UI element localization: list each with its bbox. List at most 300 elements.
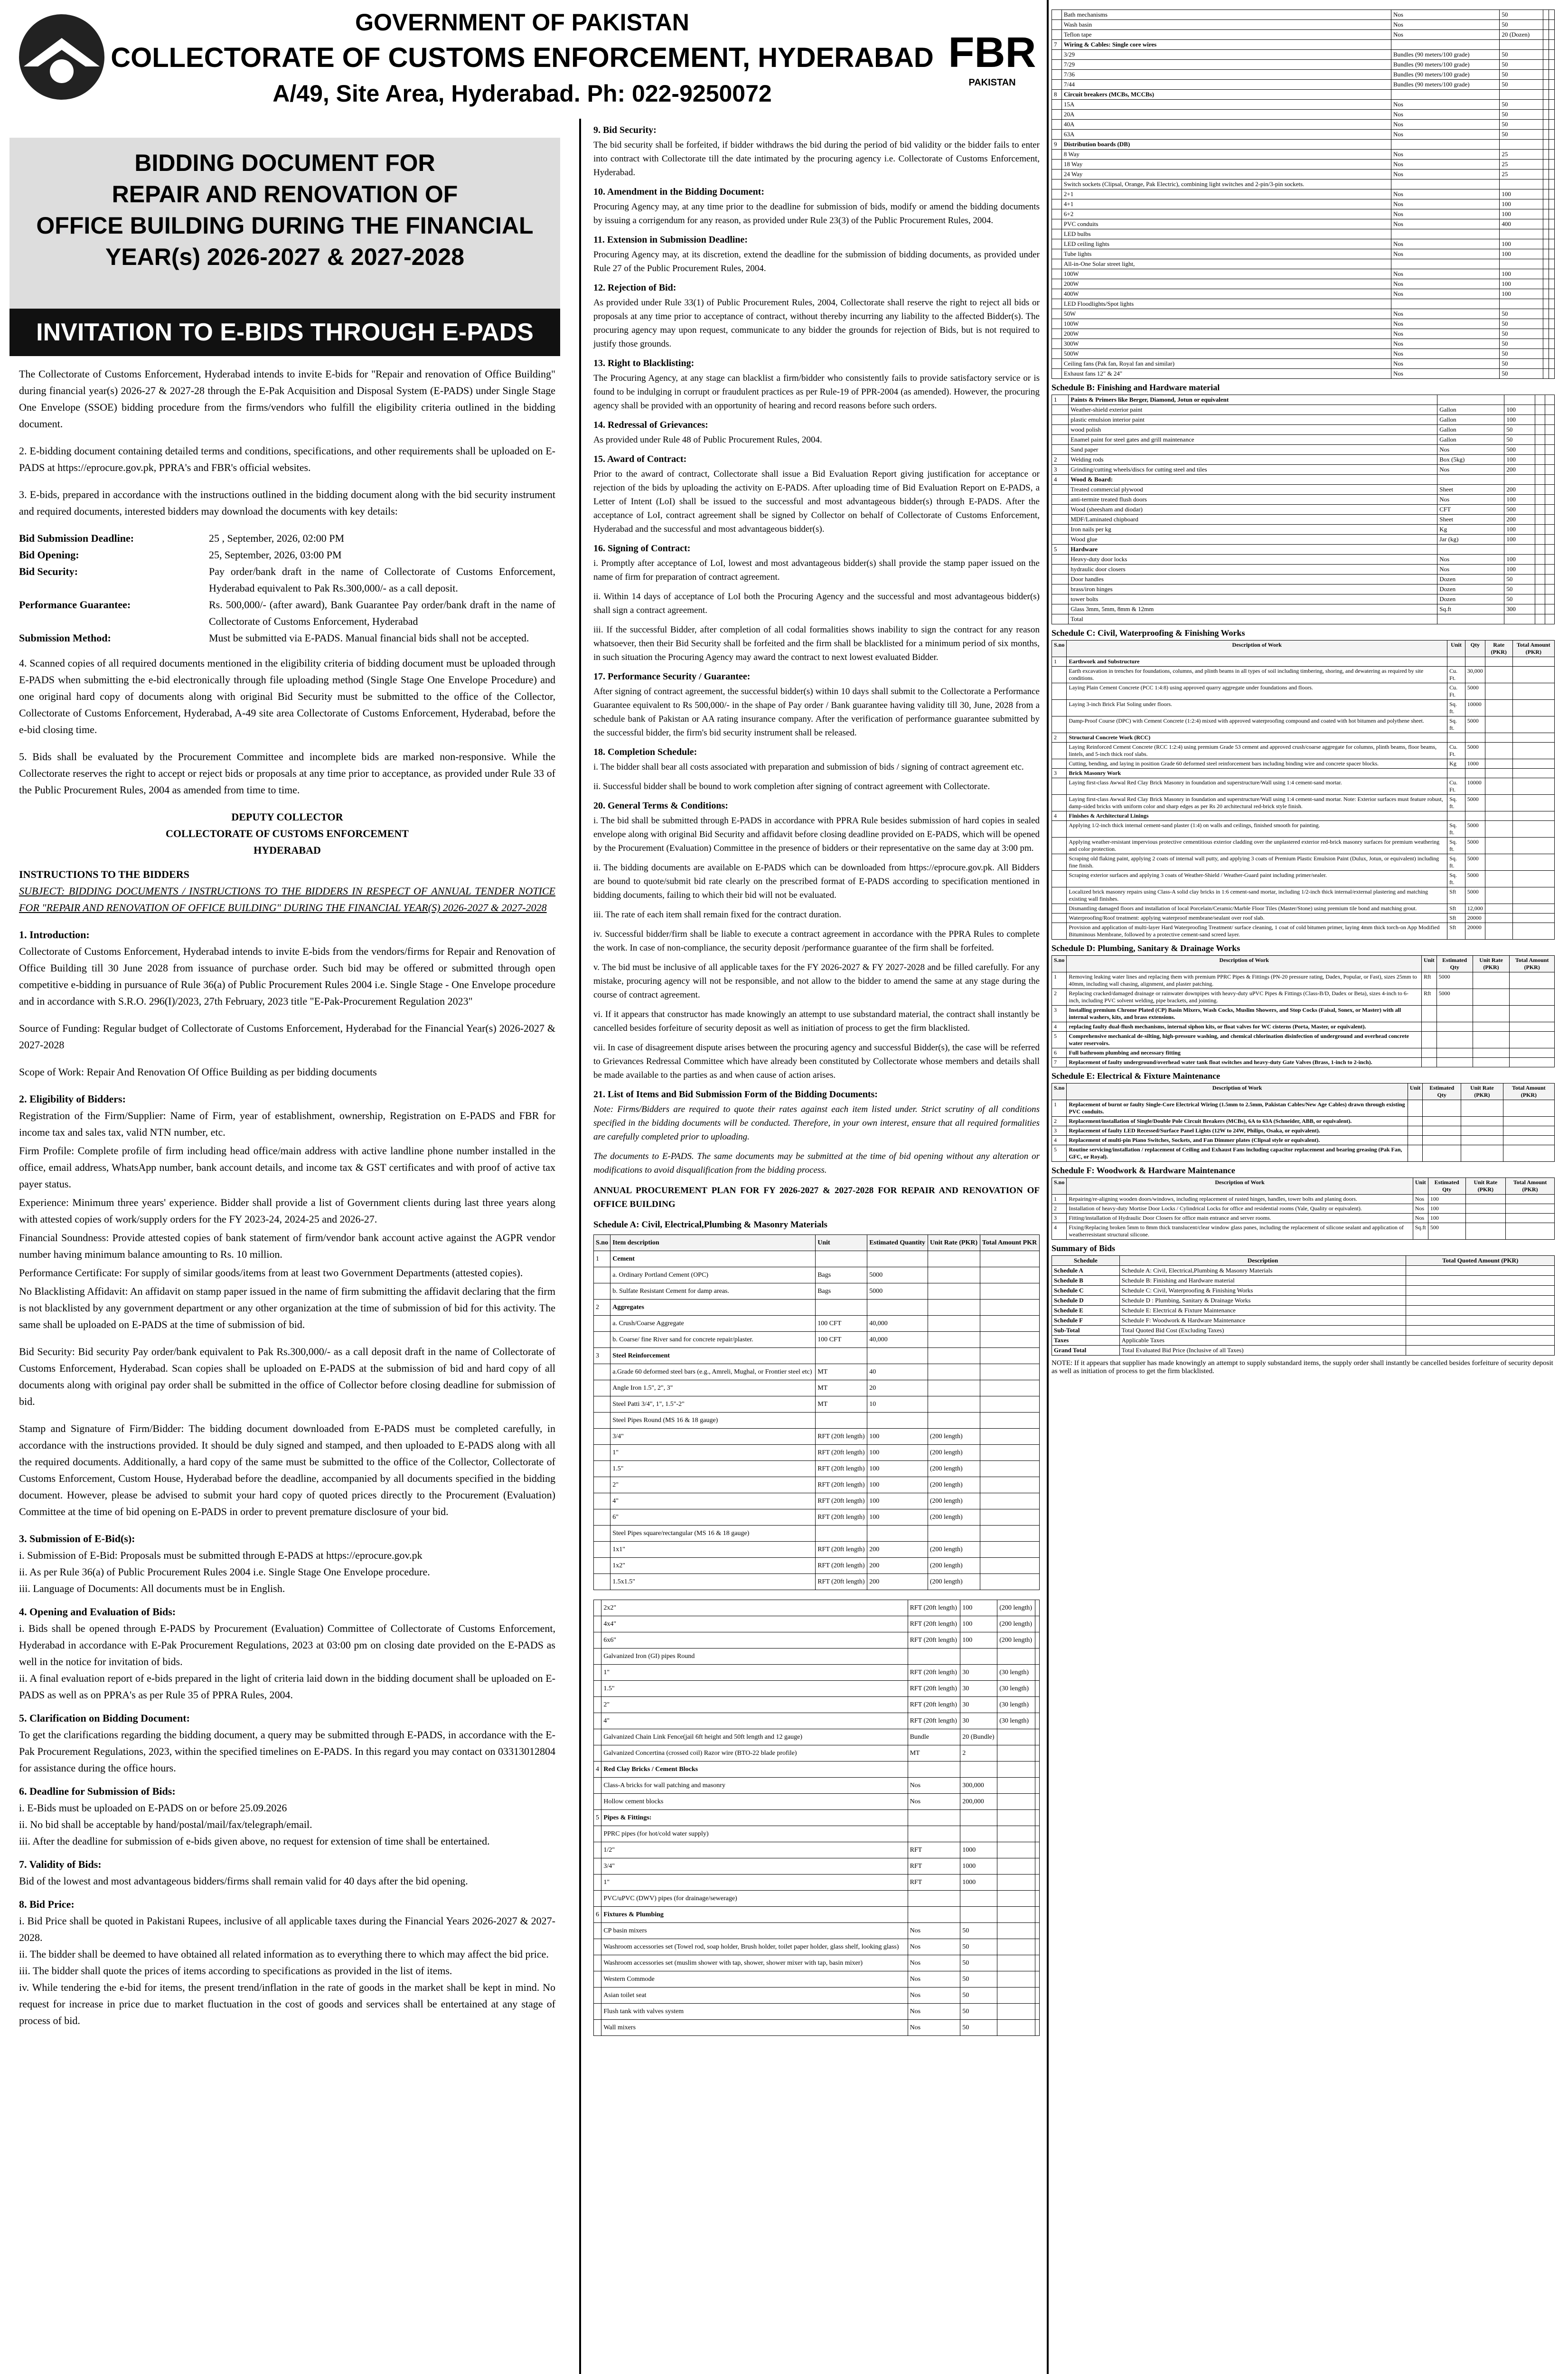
table-cell [1549,90,1554,100]
table-cell [1535,395,1545,405]
table-cell [1035,1649,1039,1665]
table-cell: 63A [1061,130,1391,140]
table-row [1052,1336,1555,1346]
table-cell: 25 [1500,160,1543,170]
column-header: S.no [594,1235,610,1251]
table-cell [1543,160,1549,170]
table-row [1052,150,1555,160]
table-cell [1473,1058,1510,1067]
table-row [1052,575,1555,584]
table-cell [867,1251,928,1267]
table-cell: 50 [1504,594,1535,604]
table-cell [980,1558,1039,1574]
table-cell: Nos [1391,110,1499,120]
table-cell: 3 [1052,465,1069,475]
section-heading: 2. Eligibility of Bidders: [19,1093,126,1105]
table-cell [1447,733,1465,743]
column-header: Unit Rate (PKR) [1473,956,1510,972]
column-header: Estimated Qty [1437,956,1473,972]
table-cell: Galvanized Chain Link Fence(jail 6ft height and 50ft length and 12 gauge) [601,1729,908,1745]
table-cell [1506,1195,1555,1204]
table-row [1052,871,1555,887]
table-cell: Replacement of faulty LED Recessed/Surface Panel Lights (12W to 24W, Philips, Osaka, or equivalent). [1067,1126,1408,1136]
table-cell: 50 [1500,359,1543,369]
table-cell [1052,914,1067,923]
table-cell [1406,1296,1555,1306]
table-row [1052,10,1555,20]
table-cell: brass/iron hinges [1069,584,1437,594]
table-cell [594,1697,601,1713]
table-cell: Nos [1391,170,1499,179]
table-body [1052,1266,1555,1356]
table-cell: 5000 [1465,838,1485,854]
table-cell [1035,1745,1039,1762]
table-cell: tower bolts [1069,594,1437,604]
table-cell: 1000 [1465,759,1485,769]
table-cell [1504,545,1535,555]
table-cell [997,1762,1035,1778]
table-row [594,1713,1040,1729]
table-cell [1512,811,1554,821]
table-row [594,1600,1040,1616]
table-row [594,1509,1040,1526]
table-cell: 100 [1500,209,1543,219]
table-cell [1422,1058,1437,1067]
table-cell [1510,1032,1555,1048]
table-cell [997,1858,1035,1875]
column-header: S.no [1052,956,1067,972]
table-cell [1465,769,1485,778]
table-cell [1465,657,1485,667]
table-cell [1035,1810,1039,1826]
table-cell [594,1955,601,1971]
table-cell [594,1493,610,1509]
table-cell: PVC conduits [1061,219,1391,229]
table-cell [980,1380,1039,1396]
table-cell: Rft [1422,989,1437,1006]
table-cell: 100 [867,1461,928,1477]
table-cell: Steel Pipes square/rectangular (MS 16 & 18 gauge) [610,1526,816,1542]
table-cell [997,1649,1035,1665]
table-cell [997,2004,1035,2020]
table-cell [1052,495,1069,505]
signature-title: DEPUTY COLLECTOR [231,811,343,823]
table-cell: (30 length) [997,1665,1035,1681]
table-cell: 4 [1052,1223,1067,1240]
key-value: Must be submitted via E-PADS. Manual financial bids shall not be accepted. [209,632,529,644]
table-cell: 200 [1504,485,1535,495]
table-cell: 100 [1500,249,1543,259]
section-heading: 10. Amendment in the Bidding Document: [593,187,765,197]
table-row [594,2004,1040,2020]
table-cell: Schedule C [1052,1286,1120,1296]
table-row [594,1858,1040,1875]
table-cell: 100 [1504,535,1535,545]
table-cell: Nos [1391,199,1499,209]
column-header: Unit [1408,1083,1423,1100]
table-cell [1535,535,1545,545]
table-cell [1543,130,1549,140]
table-cell: Sq. ft. [1447,838,1465,854]
table-cell [1545,594,1555,604]
table-cell [1503,1117,1554,1126]
table-cell [1512,795,1554,811]
table-cell [1543,90,1549,100]
table-cell: Nos [908,1955,960,1971]
table-cell: 100 CFT [816,1316,867,1332]
table-cell [928,1267,980,1283]
table-cell: Routine servicing/installation / replacement of Ceiling and Exhaust Fans including capacitor replacement and bearing greasing (Pak Fan, GFC, or Royal). [1067,1145,1408,1162]
table-cell: 5000 [1465,821,1485,838]
column-header: Schedule [1052,1256,1120,1266]
table-cell [1485,716,1512,733]
table-cell: 1x2" [610,1558,816,1574]
table-cell [980,1316,1039,1332]
table-cell [980,1396,1039,1413]
table-cell: Nos [908,1794,960,1810]
header-government: GOVERNMENT OF PAKISTAN [355,9,689,36]
table-cell [1545,395,1555,405]
table-cell: Applicable Taxes [1119,1336,1406,1346]
table-cell: Weather-shield exterior paint [1069,405,1437,415]
table-cell: 50 [1500,60,1543,70]
table-cell [1035,1778,1039,1794]
table-cell [1512,759,1554,769]
table-header-row [1052,956,1555,972]
table-cell: Nos [1413,1204,1428,1214]
list-item: i. Submission of E-Bid: Proposals must be submitted through E-PADS at https://eprocure.gov.pk [19,1549,423,1561]
table-cell [1549,269,1554,279]
table-cell: 1x1" [610,1542,816,1558]
table-cell [594,1616,601,1632]
table-cell: RFT [908,1842,960,1858]
table-cell: Applying weather-resistant impervious protective cementitious exterior cladding over the unplastered exterior red-brick masonry surfaces for premium weathering and color protection. [1067,838,1447,854]
table-cell [980,1413,1039,1429]
table-cell [1052,229,1062,239]
table-cell [1052,70,1062,80]
table-cell [594,1891,601,1907]
table-row [594,1794,1040,1810]
schedule-c-table [1052,640,1555,940]
paragraph: Procuring Agency may, at its discretion, extend the deadline for the submission of bidding documents, as provided under Rule 27 of the Public Procurement Rules, 2004. [593,250,1040,273]
column-header: Estimated Quantity [867,1235,928,1251]
table-cell [1543,319,1549,329]
table-cell: Nos [1391,249,1499,259]
table-cell [928,1316,980,1332]
table-row [1052,1326,1555,1336]
table-cell: Western Commode [601,1971,908,1988]
table-body [594,1251,1040,1590]
table-row [594,1842,1040,1858]
title-line: YEAR(s) 2026-2027 & 2027-2028 [105,244,465,270]
table-row [1052,299,1555,309]
table-cell [1485,811,1512,821]
table-cell: Laying Plain Cement Concrete (PCC 1:4:8) using approved quarry aggregate under foundations and floors. [1067,683,1447,700]
table-cell [1485,743,1512,759]
table-cell [980,1509,1039,1526]
table-cell [1465,811,1485,821]
table-cell [1052,904,1067,914]
table-cell [1035,1713,1039,1729]
table-row [594,1429,1040,1445]
table-cell [1485,914,1512,923]
table-cell [1437,614,1504,624]
table-cell: 50 [1500,319,1543,329]
table-row [594,1332,1040,1348]
table-cell [1512,743,1554,759]
table-cell: b. Coarse/ fine River sand for concrete repair/plaster. [610,1332,816,1348]
paragraph: After signing of contract agreement, the successful bidder(s) within 10 days shall submit to the Collectorate a Performance Guarantee equivalent to Rs 500,000/- in the shape of Pay order / Bank guarantee having validity till 30, June, 2028 from a schedule bank of Pakistan or AA rating insurance company. After the verification of performance guarantee submitted by the successful bidder, the firm's bid security instrument shall be released. [593,687,1040,738]
table-cell: 9 [1052,140,1062,150]
table-cell [980,1429,1039,1445]
table-cell [1473,1032,1510,1048]
table-cell [1543,269,1549,279]
paragraph: 5. Bids shall be evaluated by the Procurement Committee and incomplete bids are marked non-responsive. While the Collectorate reserves the right to accept or reject bids or proposals at any time prior to acceptance, as provided under Rule 33 of the Public Procurement Rules, 2004 as amended from time to time. [19,751,555,796]
table-cell: 30,000 [1465,667,1485,683]
table-cell: Red Clay Bricks / Cement Blocks [601,1762,908,1778]
table-row [1052,339,1555,349]
section-heading: 14. Redressal of Grievances: [593,420,708,430]
table-row [594,1988,1040,2004]
table-cell [1406,1266,1555,1276]
table-cell: 5 [594,1810,601,1826]
table-cell: RFT (20ft length) [908,1632,960,1649]
table-cell: 18 Way [1061,160,1391,170]
table-cell [1052,923,1067,940]
table-cell: 300W [1061,339,1391,349]
list-item: iii. The rate of each item shall remain fixed for the contract duration. [593,910,841,920]
table-cell [980,1445,1039,1461]
table-cell [928,1526,980,1542]
list-item: i. E-Bids must be uploaded on E-PADS on or before 25.09.2026 [19,1802,287,1814]
key-value: 25 , September, 2026, 02:00 PM [209,532,345,544]
table-cell [1512,716,1554,733]
table-cell [980,1364,1039,1380]
table-cell [1485,657,1512,667]
table-cell: 300 [1504,604,1535,614]
table-cell: Ceiling fans (Pak fan, Royal fan and similar) [1061,359,1391,369]
table-cell [1549,239,1554,249]
table-cell: 5000 [1465,683,1485,700]
table-body [1052,395,1555,624]
table-cell [1052,120,1062,130]
key-label: Bid Submission Deadline: [19,532,134,544]
table-cell [1545,584,1555,594]
table-cell: Nos [1391,160,1499,170]
column-header: Unit Rate (PKR) [1465,1178,1505,1195]
table-cell: Replacing cracked/damaged drainage or rainwater downpipes with heavy-duty uPVC Pipes & Fittings (Class-B/D, Dadex or Beta), sizes 4-inch to 6-inch, including PVC solvent welding, pipe brackets, and jointing. [1067,989,1422,1006]
table-cell: 7/36 [1061,70,1391,80]
table-row [1052,179,1555,189]
table-cell [1406,1316,1555,1326]
table-cell [1423,1126,1461,1136]
table-cell: 50 [1500,100,1543,110]
table-cell: (200 length) [928,1509,980,1526]
table-row [1052,130,1555,140]
table-cell: 100 [1504,495,1535,505]
table-cell [1543,189,1549,199]
table-cell [1549,319,1554,329]
table-row [1052,769,1555,778]
table-cell: 50 [1500,349,1543,359]
column-header: Description of Work [1067,956,1422,972]
table-cell: (200 length) [928,1461,980,1477]
table-cell [1512,871,1554,887]
table-cell: 100 [1428,1195,1465,1204]
table-cell: (200 length) [997,1616,1035,1632]
column-header: Estimated Qty [1423,1083,1461,1100]
table-cell [997,1745,1035,1762]
table-cell: replacing faulty dual-flush mechanisms, internal siphon kits, or float valves for WC cisterns (Porta, Master, or equivalent). [1067,1022,1422,1032]
table-cell: Nos [1391,309,1499,319]
table-row [1052,309,1555,319]
table-cell [594,1574,610,1590]
fbr-logo-sub: PAKISTAN [968,77,1016,88]
table-cell [1549,189,1554,199]
table-cell: 500W [1061,349,1391,359]
table-cell: 4 [1052,1136,1067,1145]
table-cell: 4 [1052,811,1067,821]
table-cell [1549,70,1554,80]
table-row [594,2020,1040,2036]
table-row [594,1665,1040,1681]
column-header: S.no [1052,641,1067,657]
table-cell [1510,1022,1555,1032]
table-cell: Class-A bricks for wall patching and masonry [601,1778,908,1794]
table-cell: 10000 [1465,700,1485,716]
column-header: Description of Work [1067,1178,1413,1195]
table-cell: Sand paper [1069,445,1437,455]
table-cell: Flush tank with valves system [601,2004,908,2020]
table-cell: 1000 [960,1875,997,1891]
table-cell: 20 (Bundle) [960,1729,997,1745]
table-cell: RFT (20ft length) [908,1665,960,1681]
table-cell [594,1526,610,1542]
list-item: iii. The bidder shall quote the prices of items according to specifications as provided in the list of items. [19,1965,452,1977]
table-cell: (30 length) [997,1681,1035,1697]
table-cell: Nos [1391,269,1499,279]
table-cell: (200 length) [928,1493,980,1509]
table-cell [1052,110,1062,120]
table-cell: 2x2" [601,1600,908,1616]
table-cell: Welding rods [1069,455,1437,465]
table-cell: Steel Patti 3/4", 1", 1.5"-2" [610,1396,816,1413]
table-cell: wood polish [1069,425,1437,435]
table-row [1052,594,1555,604]
table-cell [1543,229,1549,239]
table-cell: 5000 [1465,795,1485,811]
table-cell [1052,778,1067,795]
table-cell: Hardware [1069,545,1437,555]
table-row [1052,584,1555,594]
table-cell: 30 [960,1713,997,1729]
table-cell [1549,199,1554,209]
schedule-b-table [1052,395,1555,624]
table-row [1052,110,1555,120]
schedule-a-table [593,1234,1040,1590]
paragraph: As provided under Rule 48 of Public Procurement Rules, 2004. [593,435,822,445]
table-cell [960,1810,997,1826]
table-cell [997,1778,1035,1794]
table-cell [594,2020,601,2036]
table-cell [980,1493,1039,1509]
table-cell: 2 [1052,1117,1067,1126]
table-cell [1500,299,1543,309]
table-cell: 20A [1061,110,1391,120]
table-cell: Sq. ft. [1447,700,1465,716]
table-cell: Dismantling damaged floors and installation of local Porcelain/Ceramic/Marble Floor Tiles (Master/Stone) using premium tile bond and matching grout. [1067,904,1447,914]
table-cell [1447,657,1465,667]
table-cell [1485,838,1512,854]
table-cell: 7 [1052,1058,1067,1067]
table-cell [997,1810,1035,1826]
list-item: ii. A final evaluation report of e-bids prepared in the light of criteria laid down in the bidding document shall be uploaded on E-PADS as well as on PPRA's as per Rule 35 of PPRA Rules, 2004. [19,1672,555,1701]
table-cell [1473,989,1510,1006]
table-row [1052,1223,1555,1240]
table-cell: Glass 3mm, 5mm, 8mm & 12mm [1069,604,1437,614]
paragraph: The bid security shall be forfeited, if bidder withdraws the bid during the period of bid validity or the bidder fails to enter into contract with Collectorate till the date intimated by the procuring agency i.e. Collectorate of Customs Enforcement, Hyderabad. [593,140,1040,178]
table-row [1052,395,1555,405]
table-row [594,1461,1040,1477]
table-cell [1535,545,1545,555]
table-row [594,1493,1040,1509]
table-cell: Cutting, bending, and laying in position Grade 60 deformed steel reinforcement bars including binding wire and concrete spacer blocks. [1067,759,1447,769]
table-cell: Asian toilet seat [601,1988,908,2004]
table-cell [1035,1988,1039,2004]
table-cell [1052,239,1062,249]
table-row [1052,535,1555,545]
table-cell [594,1665,601,1681]
table-cell [1535,465,1545,475]
table-cell [960,1907,997,1923]
table-row [1052,60,1555,70]
table-cell [1035,1762,1039,1778]
table-cell: Nos [1391,30,1499,40]
table-cell: 5000 [1465,716,1485,733]
column-header: S.no [1052,1083,1067,1100]
table-cell: Nos [1391,209,1499,219]
table-row [1052,120,1555,130]
list-item: iv. Successful bidder/firm shall be liable to execute a contract agreement in accordance with the PPRA Rules to complete the work. In case of non-compliance, the security deposit /performance guarantee of the firm shall be forfeited. [593,929,1040,953]
table-cell [1408,1117,1423,1126]
table-cell: Sft [1447,904,1465,914]
table-cell [1437,1022,1473,1032]
table-row [1052,40,1555,50]
table-cell [1543,60,1549,70]
table-cell [1535,475,1545,485]
table-cell [960,1826,997,1842]
table-cell [1406,1326,1555,1336]
table-cell [1485,667,1512,683]
column-1 [19,366,555,2029]
section-heading: 8. Bid Price: [19,1898,75,1910]
column-3 [1052,9,1555,1375]
table-cell: Sq.ft [1437,604,1504,614]
instructions-title: INSTRUCTIONS TO THE BIDDERS [19,868,189,880]
table-cell [1543,50,1549,60]
table-cell [980,1477,1039,1493]
table-cell: 12,000 [1465,904,1485,914]
table-cell [1535,594,1545,604]
table-cell: 2 [960,1745,997,1762]
table-cell: Hollow cement blocks [601,1794,908,1810]
table-row [1052,700,1555,716]
table-cell [1447,769,1465,778]
table-cell: 100 [960,1616,997,1632]
table-cell [1406,1336,1555,1346]
table-cell [1535,515,1545,525]
table-cell [1543,219,1549,229]
